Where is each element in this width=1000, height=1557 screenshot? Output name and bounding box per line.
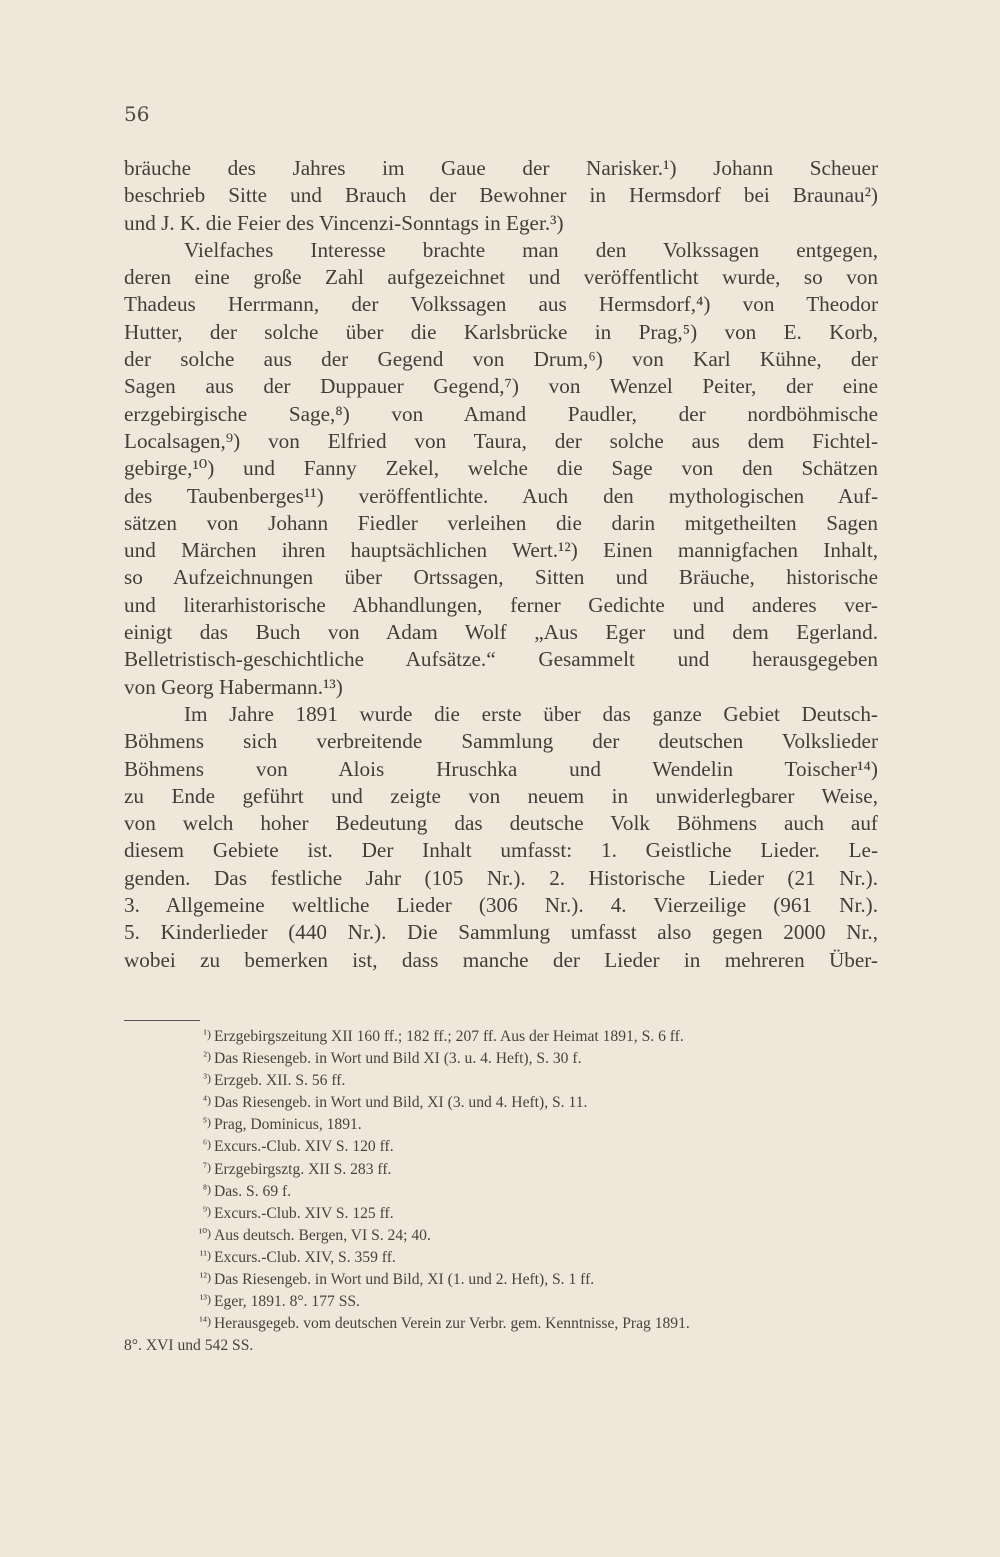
body-line: 5. Kinderlieder (440 Nr.). Die Sammlung umfasst also gegen 2000 Nr., bbox=[124, 920, 878, 945]
footnote-text: Das Riesengeb. in Wort und Bild, XI (3. und 4. Heft), S. 11. bbox=[214, 1094, 588, 1112]
footnote bbox=[124, 1291, 878, 1313]
body-line: Thadeus Herrmann, der Volkssagen aus Hermsdorf,⁴) von Theodor bbox=[124, 292, 878, 317]
footnote bbox=[124, 1203, 878, 1225]
footnote-text: Excurs.-Club. XIV S. 120 ff. bbox=[214, 1138, 394, 1156]
footnote bbox=[124, 1269, 878, 1291]
body-line: genden. Das festliche Jahr (105 Nr.). 2. Historische Lieder (21 Nr.). bbox=[124, 865, 878, 890]
footnote-text: Erzgeb. XII. S. 56 ff. bbox=[214, 1072, 346, 1090]
footnote-marker: ¹⁴) bbox=[199, 1314, 211, 1329]
footnote bbox=[124, 1181, 878, 1203]
page-number: 56 bbox=[124, 102, 150, 126]
footnote-text: Prag, Dominicus, 1891. bbox=[214, 1116, 362, 1134]
body-line: Belletristisch-geschichtliche Aufsätze.“ Gesammelt und herausgegeben bbox=[124, 647, 878, 672]
footnote-marker: ¹) bbox=[203, 1027, 211, 1041]
footnote-text: Herausgegeb. vom deutschen Verein zur Verbr. gem. Kenntnisse, Prag 1891. bbox=[214, 1315, 690, 1333]
footnote-marker: ²) bbox=[203, 1049, 211, 1064]
footnote bbox=[124, 1048, 878, 1070]
footnote-marker: ⁵) bbox=[202, 1115, 211, 1130]
footnote bbox=[124, 1114, 878, 1136]
body-line: Böhmens von Alois Hruschka und Wendelin Toischer¹⁴) bbox=[124, 756, 878, 781]
body-line: und J. K. die Feier des Vincenzi-Sonntags in Eger.³) bbox=[124, 210, 564, 235]
body-line: und literarhistorische Abhandlungen, ferner Gedichte und anderes ver- bbox=[124, 592, 878, 617]
body-line: 3. Allgemeine weltliche Lieder (306 Nr.). 4. Vierzeilige (961 Nr.). bbox=[124, 893, 878, 918]
footnote-marker: ³) bbox=[203, 1071, 211, 1086]
body-line: wobei zu bemerken ist, dass manche der Lieder in mehreren Über- bbox=[124, 947, 878, 972]
footnote-text: Das. S. 69 f. bbox=[214, 1182, 292, 1200]
footnote-text: Excurs.-Club. XIV, S. 359 ff. bbox=[214, 1248, 396, 1266]
footnote-continuation bbox=[124, 1335, 878, 1357]
footnote-text: Eger, 1891. 8°. 177 SS. bbox=[214, 1293, 360, 1311]
footnote bbox=[124, 1247, 878, 1269]
footnote-text: Excurs.-Club. XIV S. 125 ff. bbox=[214, 1204, 394, 1222]
body-line: beschrieb Sitte und Brauch der Bewohner in Hermsdorf bei Braunau²) bbox=[124, 183, 878, 208]
footnote bbox=[124, 1092, 878, 1114]
body-line: der solche aus der Gegend von Drum,⁶) von Karl Kühne, der bbox=[124, 347, 878, 372]
body-line: von Georg Habermann.¹³) bbox=[124, 674, 343, 699]
body-line: deren eine große Zahl aufgezeichnet und veröffentlicht wurde, so von bbox=[124, 265, 878, 290]
body-line: einigt das Buch von Adam Wolf „Aus Eger und dem Egerland. bbox=[124, 620, 878, 645]
body-line: so Aufzeichnungen über Ortssagen, Sitten und Bräuche, historische bbox=[124, 565, 878, 590]
footnote-marker: ⁴) bbox=[202, 1093, 211, 1108]
footnote-marker: ¹²) bbox=[199, 1270, 211, 1285]
footnote-marker: ¹⁰) bbox=[198, 1225, 211, 1240]
body-line: gebirge,¹⁰) und Fanny Zekel, welche die Sage von den Schätzen bbox=[124, 456, 878, 481]
footnote-marker: ⁹) bbox=[202, 1203, 211, 1218]
footnotes bbox=[124, 1026, 878, 1357]
footnote-marker: ¹¹) bbox=[199, 1247, 211, 1262]
body-text bbox=[124, 155, 878, 974]
footnote bbox=[124, 1136, 878, 1158]
footnote-marker: ⁶) bbox=[202, 1137, 211, 1152]
footnote-text: Erzgebirgsztg. XII S. 283 ff. bbox=[214, 1160, 392, 1178]
footnote-text: Das Riesengeb. in Wort und Bild, XI (1. und 2. Heft), S. 1 ff. bbox=[214, 1271, 595, 1289]
footnote bbox=[124, 1026, 878, 1048]
body-line: von welch hoher Bedeutung das deutsche Volk Böhmens auch auf bbox=[124, 811, 878, 836]
body-line: bräuche des Jahres im Gaue der Narisker.¹) Johann Scheuer bbox=[124, 156, 878, 180]
body-line: Vielfaches Interesse brachte man den Volkssagen entgegen, bbox=[184, 237, 878, 262]
body-line: Im Jahre 1891 wurde die erste über das ganze Gebiet Deutsch- bbox=[184, 701, 878, 726]
footnote bbox=[124, 1070, 878, 1092]
footnote-text: Erzgebirgszeitung XII 160 ff.; 182 ff.; 207 ff. Aus der Heimat 1891, S. 6 ff. bbox=[214, 1028, 684, 1045]
footnote-text: 8°. XVI und 542 SS. bbox=[124, 1337, 254, 1355]
body-line: zu Ende geführt und zeigte von neuem in unwiderlegbarer Weise, bbox=[124, 783, 878, 808]
footnote bbox=[124, 1225, 878, 1247]
body-line: Böhmens sich verbreitende Sammlung der deutschen Volkslieder bbox=[124, 729, 878, 754]
body-line: Hutter, der solche über die Karlsbrücke in Prag,⁵) von E. Korb, bbox=[124, 319, 878, 344]
footnote-marker: ⁸) bbox=[202, 1181, 211, 1196]
footnote-marker: ¹³) bbox=[199, 1292, 211, 1307]
body-line: des Taubenberges¹¹) veröffentlichte. Auch den mythologischen Auf- bbox=[124, 483, 878, 508]
footnote bbox=[124, 1313, 878, 1335]
footnote-marker: ⁷) bbox=[202, 1159, 211, 1174]
footnote-divider bbox=[124, 1020, 200, 1021]
footnote-text: Aus deutsch. Bergen, VI S. 24; 40. bbox=[214, 1226, 431, 1244]
footnote-text: Das Riesengeb. in Wort und Bild XI (3. u. 4. Heft), S. 30 f. bbox=[214, 1050, 582, 1068]
body-line: diesem Gebiete ist. Der Inhalt umfasst: 1. Geistliche Lieder. Le- bbox=[124, 838, 878, 863]
body-line: Localsagen,⁹) von Elfried von Taura, der solche aus dem Fichtel- bbox=[124, 428, 878, 453]
body-line: erzgebirgische Sage,⁸) von Amand Paudler, der nordböhmische bbox=[124, 401, 878, 426]
body-line: und Märchen ihren hauptsächlichen Wert.¹²) Einen mannigfachen Inhalt, bbox=[124, 538, 878, 563]
body-line: sätzen von Johann Fiedler verleihen die darin mitgetheilten Sagen bbox=[124, 510, 878, 535]
body-line: Sagen aus der Duppauer Gegend,⁷) von Wenzel Peiter, der eine bbox=[124, 374, 878, 399]
footnote bbox=[124, 1159, 878, 1181]
